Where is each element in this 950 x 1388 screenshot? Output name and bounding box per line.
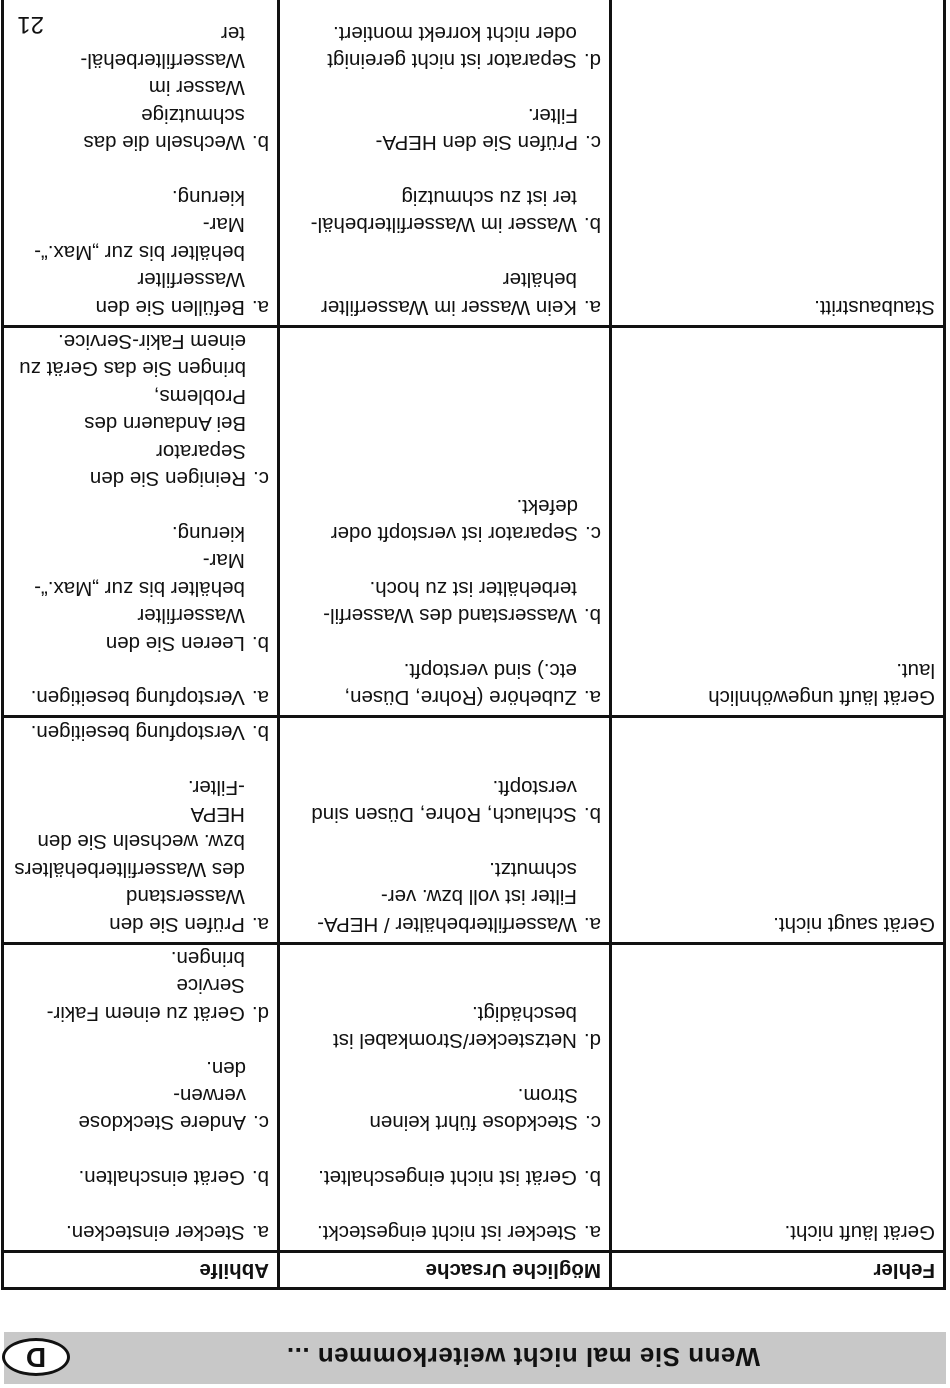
remedy-cell xyxy=(3,326,279,717)
cause-letter: c. xyxy=(585,521,601,545)
remedy-text: Gerät zu einem Fakir-Service bringen. xyxy=(46,946,245,1025)
cause-cell xyxy=(279,0,611,326)
remedy-letter: a. xyxy=(251,1221,269,1244)
remedy-item xyxy=(12,718,269,745)
column-header-cause: Mögliche Ursache xyxy=(279,1252,611,1289)
remedy-item xyxy=(12,684,269,711)
cause-letter: a. xyxy=(583,912,601,936)
cause-item xyxy=(288,492,601,547)
remedy-text: Verstopfung beseitigen. xyxy=(30,720,245,744)
troubleshooting-table xyxy=(1,0,946,1290)
remedy-cell xyxy=(3,717,279,943)
remedy-cell xyxy=(3,0,279,326)
cause-item xyxy=(288,1164,601,1191)
cause-text: Wasserfilterbehälter / HEPA- Filter ist voll bzw. ver- schmutzt. xyxy=(317,857,577,936)
cause-item xyxy=(288,184,601,239)
cause-text: Steckdose führt keinen Strom. xyxy=(369,1084,579,1135)
cause-item xyxy=(288,19,601,74)
fault-text: Gerät saugt nicht. xyxy=(773,912,935,936)
remedy-letter: d. xyxy=(251,1001,269,1025)
page-number: 21 xyxy=(17,11,44,38)
cause-letter: c. xyxy=(585,1111,601,1135)
remedy-text: Andere Steckdose verwen- den. xyxy=(78,1056,247,1135)
column-header-remedy: Abhilfe xyxy=(3,1252,279,1289)
cause-text: Prüfen Sie den HEPA- Filter. xyxy=(375,103,579,155)
table-row xyxy=(3,0,945,326)
cause-item xyxy=(288,101,601,156)
cause-cell xyxy=(279,943,611,1251)
cause-text: Wasserstand des Wasserfil- terbehälter ist zu hoch. xyxy=(323,576,577,628)
cause-text: Kein Wasser im Wasserfilter behälter xyxy=(320,268,577,319)
remedy-letter: c. xyxy=(253,467,269,491)
cause-text: Zubehöre (Rohre, Düsen, etc.) sind verstopft. xyxy=(344,658,577,710)
remedy-letter: b. xyxy=(251,1166,269,1190)
cause-letter: a. xyxy=(583,1221,601,1244)
cause-text: Separator ist verstopft oder defekt. xyxy=(330,494,579,545)
cause-text: Schlauch, Rohre, Düsen sind verstopft. xyxy=(311,775,577,826)
remedy-cell xyxy=(3,943,279,1251)
remedy-item xyxy=(12,184,269,321)
table-row xyxy=(3,717,945,943)
cause-letter: b. xyxy=(583,213,601,237)
remedy-text: Befüllen Sie den Wasserfilter behälter bis zur „Max.“-Mar- kierung. xyxy=(34,186,245,319)
fault-cell xyxy=(611,0,945,326)
remedy-letter: a. xyxy=(251,686,269,710)
cause-item xyxy=(288,266,601,321)
cause-letter: c. xyxy=(585,131,601,155)
page-title: Wenn Sie mal nicht weiterkommen ... xyxy=(286,1342,760,1372)
remedy-text: Verstopfung beseitigen. xyxy=(30,686,245,710)
remedy-letter: b. xyxy=(251,720,269,744)
fault-cell xyxy=(611,717,945,943)
cause-item xyxy=(288,1219,601,1246)
table-row xyxy=(3,943,945,1251)
cause-letter: b. xyxy=(583,802,601,826)
remedy-text: Reinigen Sie den Separator Bei Andauern des Problems, bringen Sie das Gerät zu einem Fakir-Service. xyxy=(19,330,247,491)
cause-item xyxy=(288,999,601,1054)
language-badge: D xyxy=(2,1338,70,1376)
cause-item xyxy=(288,855,601,937)
fault-text: Gerät läuft nicht. xyxy=(784,1221,935,1244)
table-header-row xyxy=(3,1252,945,1289)
column-header-fault: Fehler xyxy=(611,1252,945,1289)
remedy-text: Stecker einstecken. xyxy=(65,1221,245,1244)
fault-cell xyxy=(611,326,945,717)
cause-item xyxy=(288,773,601,828)
remedy-item xyxy=(12,1164,269,1191)
cause-cell xyxy=(279,717,611,943)
table-row xyxy=(3,326,945,717)
remedy-text: Leeren Sie den Wasserfilter behälter bis zur „Max.“-Mar- kierung. xyxy=(34,521,245,655)
remedy-item xyxy=(12,1054,269,1136)
cause-text: Stecker ist nicht eingesteckt. xyxy=(317,1221,577,1244)
cause-text: Netzstecker/Stromkabel ist beschädigt. xyxy=(333,1001,577,1053)
remedy-letter: a. xyxy=(251,912,269,936)
cause-text: Wasser im Wasserfilterbehäl- ter ist zu schmutzig xyxy=(310,186,577,237)
cause-text: Gerät ist nicht eingeschaltet. xyxy=(318,1166,577,1190)
remedy-item xyxy=(12,19,269,156)
remedy-item xyxy=(12,1219,269,1246)
remedy-item xyxy=(12,328,269,492)
remedy-text: Wechseln die das schmutzige Wasser im Wasserfilterbehäl- ter xyxy=(80,21,245,155)
cause-text: Separator ist nicht gereinigt oder nicht korrekt montiert. xyxy=(327,21,577,73)
cause-letter: d. xyxy=(583,1029,601,1053)
fault-text: Staubaustritt. xyxy=(814,295,935,319)
remedy-letter: b. xyxy=(251,631,269,655)
cause-cell xyxy=(279,326,611,717)
remedy-item xyxy=(12,773,269,937)
remedy-item xyxy=(12,945,269,1027)
cause-letter: d. xyxy=(583,49,601,73)
cause-letter: b. xyxy=(583,1166,601,1190)
cause-item xyxy=(288,657,601,712)
remedy-text: Prüfen Sie den Wasserstand des Wasserfilterbehälters bzw. wechseln Sie den HEPA -Filter. xyxy=(14,775,245,936)
table-body xyxy=(3,0,945,1252)
fault-text: Gerät läuft ungewöhnlich laut. xyxy=(708,658,935,710)
remedy-letter: c. xyxy=(253,1111,269,1135)
fault-cell xyxy=(611,943,945,1251)
cause-item xyxy=(288,574,601,629)
remedy-item xyxy=(12,520,269,657)
cause-letter: b. xyxy=(583,604,601,628)
remedy-letter: b. xyxy=(251,131,269,155)
cause-letter: a. xyxy=(583,295,601,319)
cause-item xyxy=(288,1082,601,1137)
remedy-letter: a. xyxy=(251,295,269,319)
header-band xyxy=(4,1332,946,1384)
remedy-text: Gerät einschalten. xyxy=(78,1166,245,1190)
cause-letter: a. xyxy=(583,686,601,710)
